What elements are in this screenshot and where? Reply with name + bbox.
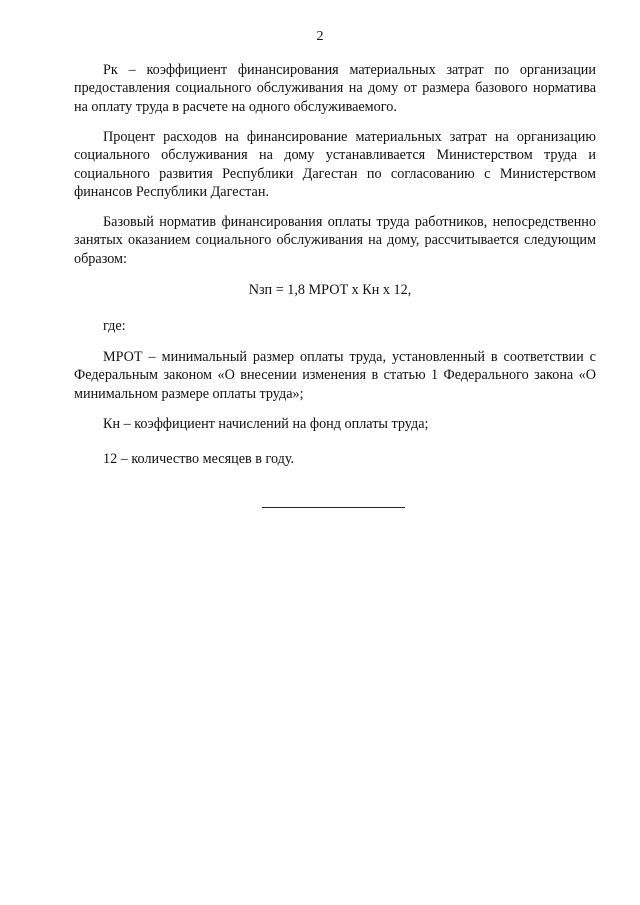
paragraph-material-costs-percent: Процент расходов на финансирование материальных затрат на организацию социального обслуживания на дому устанавливается Министерством труда и социального развития Республики Дагестан по согласованию с Министерством финансов Республики Дагестан. — [74, 129, 596, 200]
paragraph-where: где: — [103, 318, 126, 334]
page-number: 2 — [316, 29, 324, 44]
paragraph-kn-definition: Кн – коэффициент начислений на фонд оплаты труда; — [103, 416, 429, 432]
formula: Nзп = 1,8 МРОТ х Кн х 12, — [248, 282, 412, 298]
paragraph-rk-definition: Рк – коэффициент финансирования материальных затрат по организации предоставления социального обслуживания на дому от размера базового норматива на оплату труда в расчете на одного обслуживаемого. — [74, 62, 596, 115]
end-separator-line — [262, 507, 405, 508]
paragraph-mrot-definition: МРОТ – минимальный размер оплаты труда, установленный в соответствии с Федеральным законом «О внесении изменения в статью 1 Федерального закона «О минимальном размере оплаты труда»; — [74, 349, 596, 402]
paragraph-base-norm: Базовый норматив финансирования оплаты труда работников, непосредственно занятых оказанием социального обслуживания на дому, рассчитывается следующим образом: — [74, 214, 596, 267]
paragraph-months: 12 – количество месяцев в году. — [103, 451, 295, 467]
